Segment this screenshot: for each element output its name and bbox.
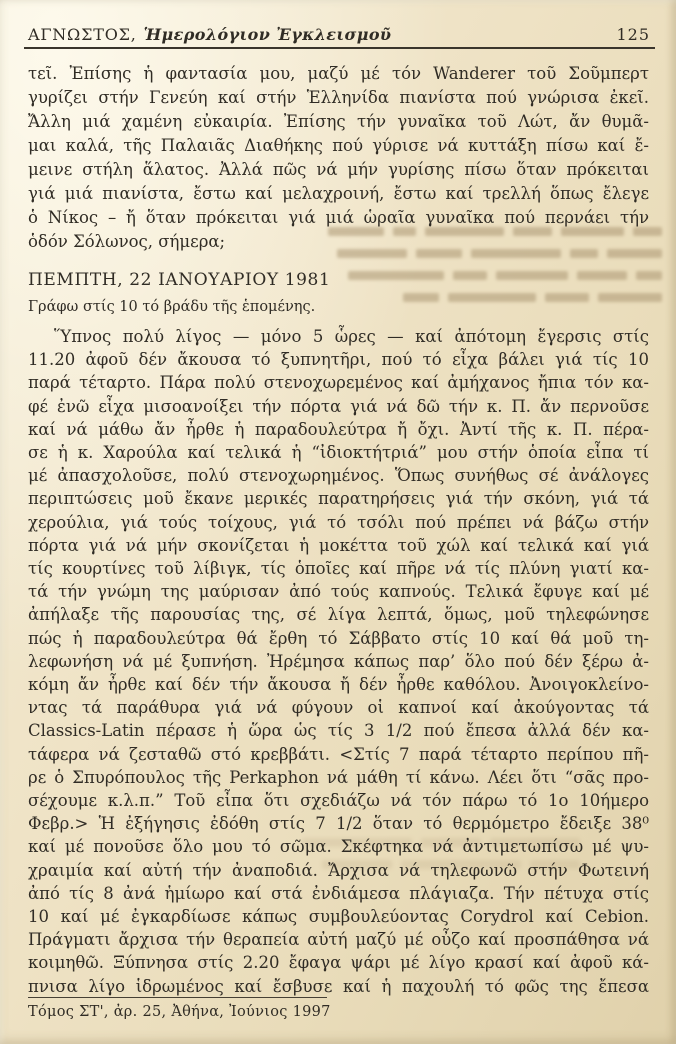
- text-line: τεῖ. Ἐπίσης ἡ φαντασία μου, μαζύ μέ τόν Wanderer τοῦ Σοῦμπερτ: [28, 64, 649, 83]
- text-line: Φεβρ.> Ἡ ἐξήγησις ἐδόθη στίς 7 1/2 ὅταν τό θερμόμετρο ἔδειξε 38⁰: [28, 814, 649, 834]
- text-line: 10 καί μέ ἐγκαρδίωσε κάπως συμβουλεύοντας Corydrol καί Cebion.: [28, 907, 649, 927]
- text-line: μεινε στήλη ἅλατος. Ἀλλά πῶς νά μήν γυρίσης πίσω ὅταν πρόκειται: [28, 160, 649, 179]
- text-line: ὁ Νίκος – ἤ ὅταν πρόκειται γιά μιά ὡραῖα γυναῖκα πού περνάει τήν: [28, 208, 649, 227]
- text-line: φέ ἐνῶ εἶχα μισοανοίξει τήν πόρτα γιά νά δῶ τήν κ. Π. ἄν περνοῦσε: [28, 396, 649, 416]
- text-line: καί νά μάθω ἄν ἦρθε ἡ παραδουλεύτρα ἤ ὄχι. Ἀντί τῆς κ. Π. πέρα-: [28, 419, 649, 439]
- text-line: ἀπό τίς 8 ἀνά ἡμίωρο καί στά ἐνδιάμεσα πλάγιαζα. Τήν πέτυχα στίς: [28, 883, 649, 903]
- page-number: 125: [616, 25, 650, 44]
- diary-entry-heading: ΠΕΜΠΤΗ, 22 ΙΑΝΟΥΑΡΙΟΥ 1981: [28, 270, 331, 290]
- text-line: Ὕπνος πολύ λίγος — μόνο 5 ὧρες — καί ἀπότομη ἔγερσις στίς: [54, 327, 649, 346]
- running-header: [28, 25, 650, 44]
- text-line: χραιμία καί αὐτή τήν ἀναποδιά. Ἄρχισα νά τηλεφωνῶ στήν Φωτεινή: [28, 860, 649, 880]
- header-rule: [24, 47, 655, 49]
- text-line: κοιμηθῶ. Ξύπνησα στίς 2.20 ἔφαγα ψάρι μέ λίγο κρασί καί ἀφοῦ κά-: [28, 953, 649, 973]
- text-line: τάφερα νά ζεσταθῶ στό κρεββάτι. <Στίς 7 παρά τέταρτο περίπου πῆ-: [28, 744, 649, 764]
- footnote-rule: [28, 997, 327, 998]
- text-line: ἀπήλαξε τῆς παρουσίας της, σέ λίγα λεπτά, ὅμως, μοῦ τηλεφώνησε: [28, 605, 649, 625]
- footer-imprint: Τόμος ΣΤ', ἀρ. 25, Ἀθήνα, Ἰούνιος 1997: [28, 1004, 331, 1020]
- text-line: πόρτα γιά νά μήν σκονίζεται ἡ μοκέττα τοῦ χώλ καί τελικά καί γιά: [28, 535, 649, 555]
- text-line: Ἄλλη μιά χαμένη εὐκαιρία. Ἐπίσης τήν γυναῖκα τοῦ Λώτ, ἄν θυμᾶ-: [28, 112, 649, 131]
- diary-entry-paragraph: [28, 325, 649, 998]
- text-line: σε ἡ κ. Χαρούλα καί τελικά ἡ “ἰδιοκτήτριά” μου στήν ὁποία εἶπα τί: [28, 443, 649, 463]
- text-line: τά τήν γνώμη της μαύρισαν ἀπό τούς καπνούς. Τελικά ἔφυγε καί μέ: [28, 582, 649, 602]
- text-line: ντας τά παράθυρα γιά νά φύγουν οἱ καπνοί καί ἀκούγοντας τά: [28, 698, 649, 718]
- text-line: γιά μιά πιανίστα, ἔστω καί μελαχροινή, ἔστω καί τρελλή ὅπως ἔλεγε: [28, 184, 649, 203]
- text-line: σέχουμε κ.λ.π.” Τοῦ εἶπα ὅτι σχεδιάζω νά τόν πάρω τό 1ο 10ήμερο: [28, 791, 649, 811]
- text-line: καί μέ πονοῦσε ὅλο μου τό σῶμα. Σκέφτηκα νά ἀντιμετωπίσω μέ ψυ-: [28, 837, 649, 857]
- text-line: γυρίζει στήν Γενεύη καί στήν Ἑλληνίδα πιανίστα πού γνώρισα ἐκεῖ.: [28, 88, 649, 107]
- text-line: παρά τέταρτο. Πάρα πολύ στενοχωρεμένος καί ἀμήχανος ἤπια τόν κα-: [28, 373, 649, 393]
- text-line: κόμη ἄν ἦρθε καί δέν τήν ἄκουσα ἤ δέν ἦρθε καθόλου. Ἀνοιγοκλείνο-: [28, 675, 649, 695]
- text-line: μαι καλά, τῆς Παλαιᾶς Διαθήκης πού γύρισε νά κυττάξη πίσω καί ἔ-: [28, 136, 649, 155]
- text-line: ὁδόν Σόλωνος, σήμερα;: [28, 232, 226, 251]
- header-author: ΑΓΝΩΣΤΟΣ,: [28, 25, 137, 44]
- text-line: 11.20 ἀφοῦ δέν ἄκουσα τό ξυπνητῆρι, πού τό εἶχα βάλει γιά τίς 10: [28, 350, 649, 370]
- text-line: περιπτώσεις μοῦ ἔκανε μερικές παρατηρήσεις γιά τήν σκόνη, γιά τά: [28, 489, 649, 509]
- text-line: ρε ὁ Σπυρόπουλος τῆς Perkaphon νά μάθη τί κάνω. Λέει ὅτι “σᾶς προ-: [28, 767, 649, 787]
- diary-entry-subheading: Γράφω στίς 10 τό βράδυ τῆς ἑπομένης.: [28, 299, 316, 315]
- paragraph-continuation: [28, 62, 649, 254]
- text-line: πνισα λίγο ἱδρωμένος καί ἔσβυσε καί ἡ παχουλή τό φῶς της ἔπεσα: [28, 976, 649, 996]
- text-line: πώς ἡ παραδουλεύτρα θά ἔρθη τό Σάββατο στίς 10 καί θά μοῦ τη-: [28, 628, 649, 648]
- header-book-title: Ἡμερολόγιον Ἐγκλεισμοῦ: [143, 25, 392, 44]
- text-line: Πράγματι ἄρχισα τήν θεραπεία αὐτή μαζύ μέ οὖζο καί προσπάθησα νά: [28, 930, 649, 950]
- text-line: χερούλια, γιά τούς τοίχους, γιά τό τσόλι πού πρέπει νά βάζω στήν: [28, 512, 649, 532]
- text-line: Classics-Latin πέρασε ἡ ὥρα ὡς τίς 3 1/2 πού ἔπεσα ἀλλά δέν κα-: [28, 721, 649, 741]
- text-line: μέ ἀπασχολοῦσε, πολύ στενοχωρημένος. Ὅπως συνήθως σέ ἀνάλογες: [28, 466, 649, 486]
- header-title: [28, 25, 391, 44]
- text-line: λεφωνήση νά μέ ξυπνήση. Ἠρέμησα κάπως παρ’ ὅλο πού δέν ξέρω ἀ-: [28, 651, 649, 671]
- text-line: τίς κουρτίνες τοῦ λίβιγκ, τίς ὁποῖες καί πῆρε νά τίς πλύνη γιατί κα-: [28, 559, 649, 579]
